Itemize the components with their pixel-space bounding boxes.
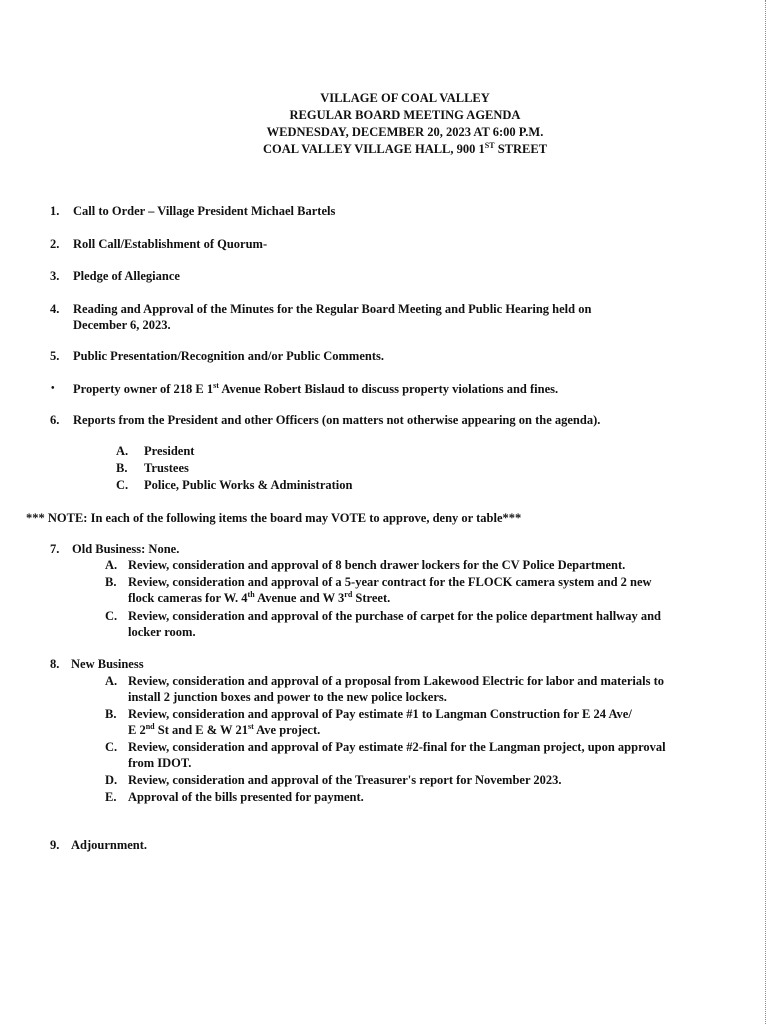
sub-item-text-line-2: install 2 junction boxes and power to the new police lockers. xyxy=(128,690,447,704)
sub-item-text-line-2: locker room. xyxy=(128,625,196,639)
item-text: Old Business: None. xyxy=(72,542,180,556)
item-text: Call to Order – Village President Michael Bartels xyxy=(73,204,336,218)
sub-item-letter: A. xyxy=(105,558,118,572)
item-number: 9. xyxy=(50,838,60,852)
header-meeting-date: WEDNESDAY, DECEMBER 20, 2023 AT 6:00 P.M. xyxy=(266,125,544,139)
sub-item-letter: A. xyxy=(116,444,129,458)
voting-note: *** NOTE: In each of the following items the board may VOTE to approve, deny or table*** xyxy=(26,511,522,525)
sub-item-text-line-1: Review, consideration and approval of a 5-year contract for the FLOCK camera system and 2 new xyxy=(128,575,652,589)
agenda-header xyxy=(0,90,770,158)
sub-item-text-line-1: Review, consideration and approval of a proposal from Lakewood Electric for labor and materials to xyxy=(128,674,664,688)
sub-item-letter: B. xyxy=(105,707,117,721)
item-number: 7. xyxy=(50,542,60,556)
bullet-icon: • xyxy=(51,383,55,394)
item-number: 5. xyxy=(50,349,60,363)
item-text: Public Presentation/Recognition and/or Public Comments. xyxy=(73,349,384,363)
item-number: 2. xyxy=(50,237,60,251)
sub-item-text-line-2: from IDOT. xyxy=(128,756,192,770)
sub-item-text-line-1: Review, consideration and approval of the purchase of carpet for the police department hallway and xyxy=(128,609,661,623)
item-number: 4. xyxy=(50,302,60,316)
item-text: Property owner of 218 E 1st Avenue Robert Bislaud to discuss property violations and fines. xyxy=(73,380,559,396)
sub-item-text: President xyxy=(144,444,195,458)
item-text: Pledge of Allegiance xyxy=(73,269,180,283)
item-number: 6. xyxy=(50,413,60,427)
item-number: 1. xyxy=(50,204,60,218)
sub-item-letter: D. xyxy=(105,773,118,787)
sub-item-letter: B. xyxy=(105,575,117,589)
sub-item-text-line-2: flock cameras for W. 4th Avenue and W 3rd Street. xyxy=(128,589,391,605)
sub-item-text-line-1: Review, consideration and approval of Pay estimate #2-final for the Langman project, upon approval xyxy=(128,740,666,754)
item-text: Reports from the President and other Officers (on matters not otherwise appearing on the agenda). xyxy=(73,413,601,427)
header-meeting-location: COAL VALLEY VILLAGE HALL, 900 1ST STREET xyxy=(262,140,548,156)
item-text: Roll Call/Establishment of Quorum- xyxy=(73,237,268,251)
header-village-name: VILLAGE OF COAL VALLEY xyxy=(320,91,490,105)
item-text-line-2: December 6, 2023. xyxy=(73,318,171,332)
item-number: 3. xyxy=(50,269,60,283)
item-number: 8. xyxy=(50,657,60,671)
sub-item-letter: C. xyxy=(105,740,118,754)
item-text-line-1: Reading and Approval of the Minutes for the Regular Board Meeting and Public Hearing held on xyxy=(73,302,592,316)
sub-item-text-line-1: Review, consideration and approval of Pay estimate #1 to Langman Construction for E 24 Ave/ xyxy=(128,707,632,721)
sub-item-letter: C. xyxy=(116,478,129,492)
sub-item-letter: C. xyxy=(105,609,118,623)
sub-item-text: Review, consideration and approval of the Treasurer's report for November 2023. xyxy=(128,773,562,787)
sub-item-text: Review, consideration and approval of 8 bench drawer lockers for the CV Police Department. xyxy=(128,558,626,572)
header-meeting-title: REGULAR BOARD MEETING AGENDA xyxy=(289,108,521,122)
sub-item-letter: A. xyxy=(105,674,118,688)
sub-item-text: Trustees xyxy=(144,461,189,475)
sub-item-text: Police, Public Works & Administration xyxy=(144,478,353,492)
item-text: Adjournment. xyxy=(71,838,148,852)
sub-item-text: Approval of the bills presented for payment. xyxy=(128,790,364,804)
sub-item-text-line-2: E 2nd St and E & W 21st Ave project. xyxy=(128,721,321,737)
item-text: New Business xyxy=(71,657,144,671)
sub-item-letter: E. xyxy=(105,790,117,804)
sub-item-letter: B. xyxy=(116,461,128,475)
